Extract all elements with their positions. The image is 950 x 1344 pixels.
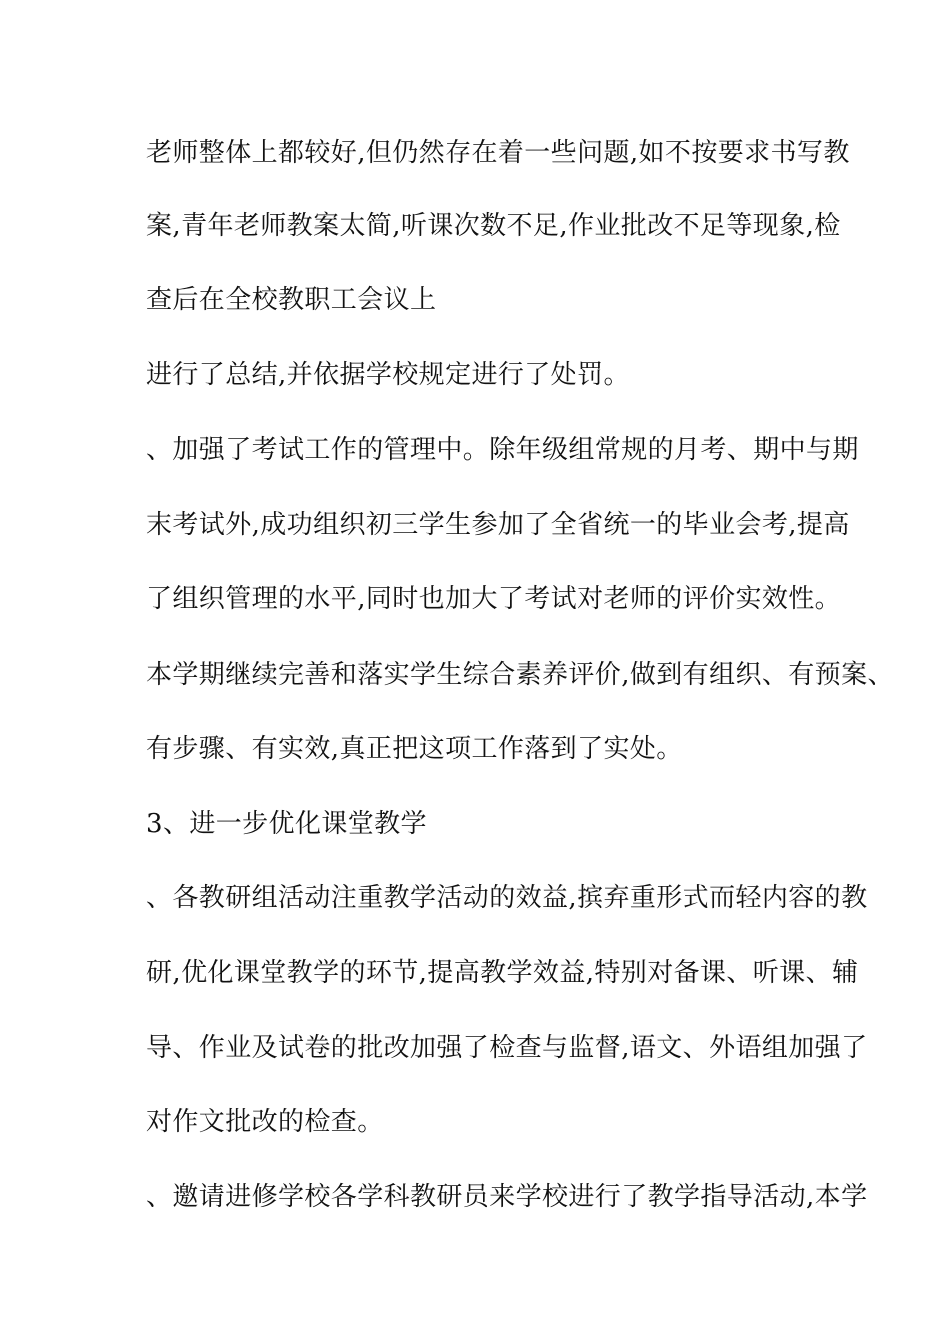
text-line-13: 导、作业及试卷的批改加强了检查与监督,语文、外语组加强了 — [146, 1033, 868, 1063]
text-line-2: 案,青年老师教案太简,听课次数不足,作业批改不足等现象,检 — [146, 211, 841, 241]
text-line-12: 研,优化课堂教学的环节,提高教学效益,特别对备课、听课、辅 — [146, 958, 859, 988]
text-line-6: 末考试外,成功组织初三学生参加了全省统一的毕业会考,提高 — [146, 510, 850, 540]
text-line-8: 本学期继续完善和落实学生综合素养评价,做到有组织、有预案、 — [146, 660, 894, 690]
text-line-4: 进行了总结,并依据学校规定进行了处罚。 — [146, 360, 630, 390]
text-line-5: 、加强了考试工作的管理中。除年级组常规的月考、期中与期 — [146, 435, 859, 465]
text-line-15: 、邀请进修学校各学科教研员来学校进行了教学指导活动,本学 — [146, 1182, 868, 1212]
text-line-14: 对作文批改的检查。 — [146, 1107, 384, 1137]
text-line-9: 有步骤、有实效,真正把这项工作落到了实处。 — [146, 734, 683, 764]
text-line-7: 了组织管理的水平,同时也加大了考试对老师的评价实效性。 — [146, 584, 842, 614]
text-line-10: 3、进一步优化课堂教学 — [146, 809, 427, 839]
text-line-11: 、各教研组活动注重教学活动的效益,摈弃重形式而轻内容的教 — [146, 883, 868, 913]
text-line-1: 老师整体上都较好,但仍然存在着一些问题,如不按要求书写教 — [146, 138, 850, 168]
text-line-3: 查后在全校教职工会议上 — [146, 285, 437, 315]
